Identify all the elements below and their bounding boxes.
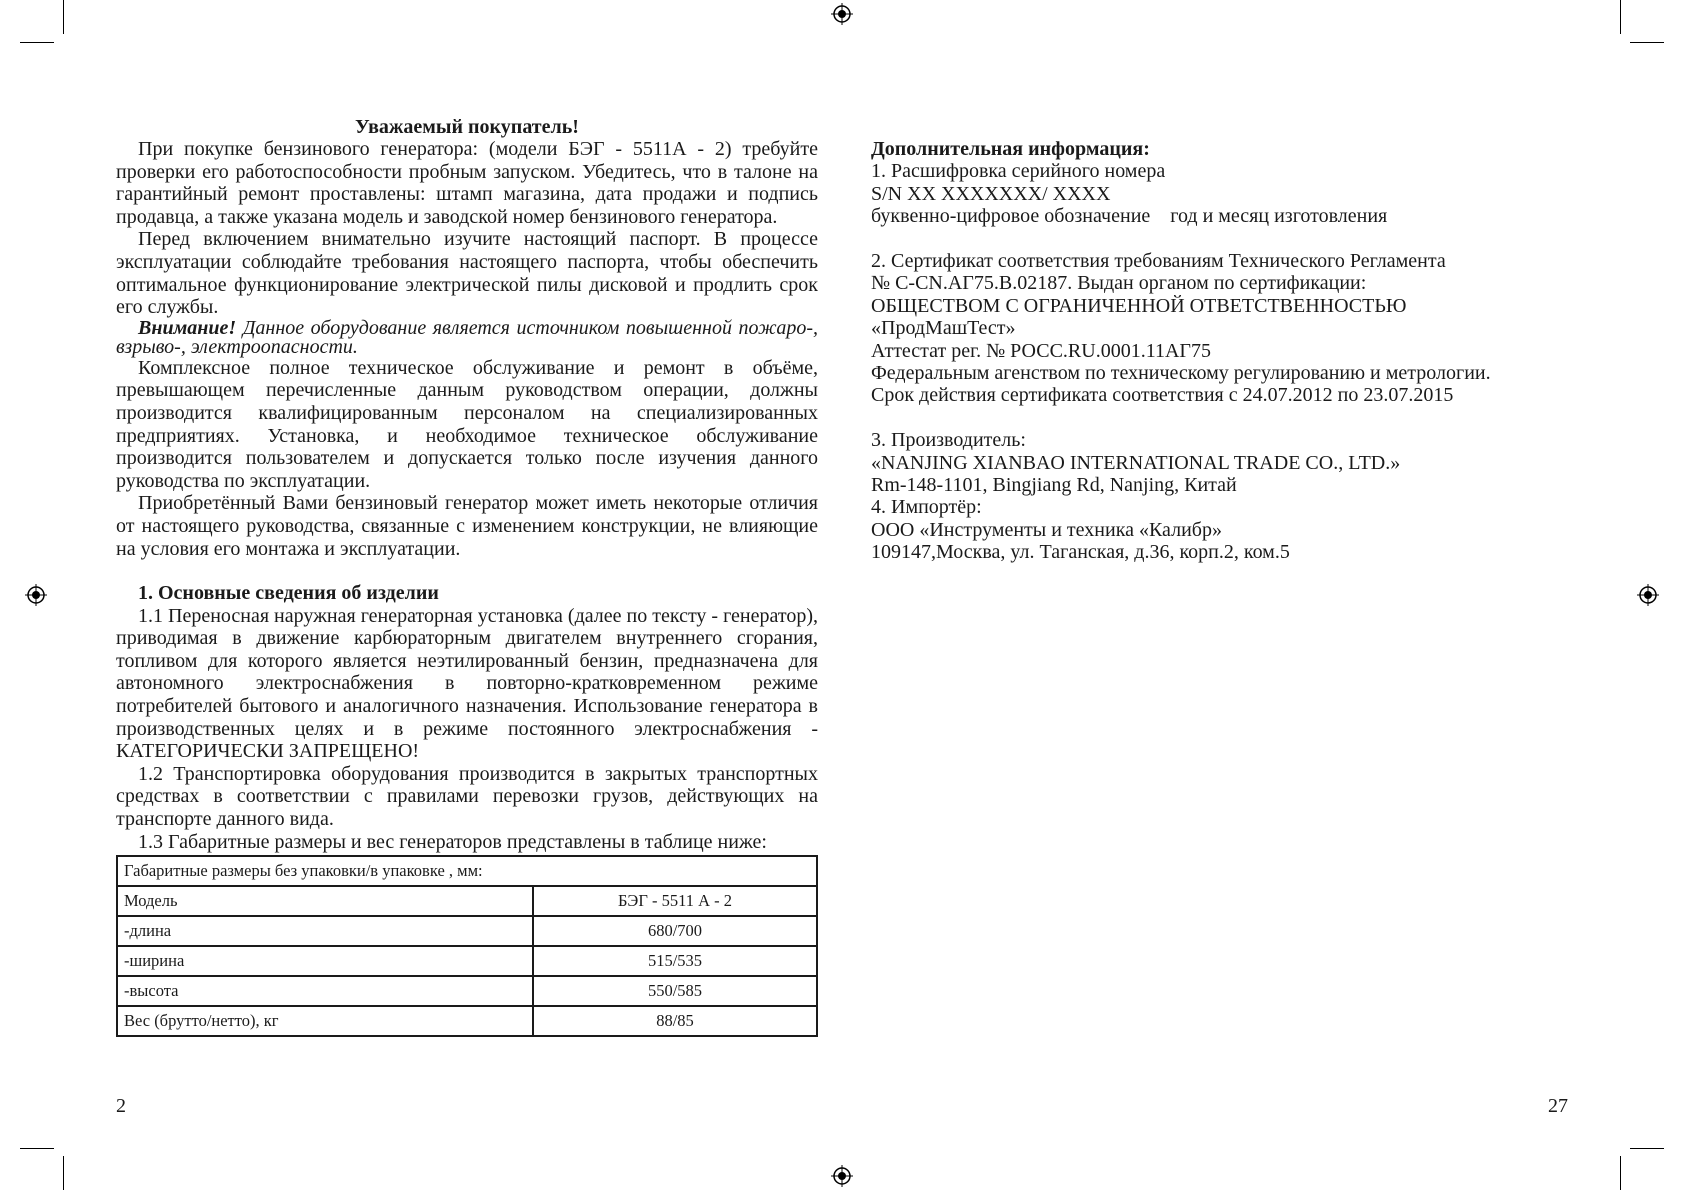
warning-paragraph — [116, 316, 818, 358]
table-row — [117, 886, 817, 916]
crop-mark-top-left-h — [20, 42, 54, 43]
table-caption: Габаритные размеры без упаковки/в упаковке , мм: — [117, 856, 817, 886]
registration-mark-top — [831, 3, 853, 25]
crop-mark-bottom-right — [1620, 1156, 1621, 1190]
info-line: Аттестат рег. № РОСС.RU.0001.11АГ75 — [871, 339, 1211, 362]
table-cell-value: 88/85 — [533, 1006, 817, 1036]
info-line: 3. Производитель: — [871, 429, 1026, 452]
spacer — [871, 407, 1591, 429]
info-line: № C-CN.АГ75.В.02187. Выдан органом по сертификации: — [871, 272, 1367, 295]
crop-mark-top-left — [63, 0, 64, 34]
table-row — [117, 946, 817, 976]
info-line: Федеральным агенством по техническому регулированию и метрологии. — [871, 362, 1491, 385]
right-page — [871, 138, 1591, 564]
crop-mark-top-right — [1620, 0, 1621, 34]
page-number-right: 27 — [1548, 1095, 1568, 1117]
info-line: Срок действия сертификата соответствия с 24.07.2012 по 23.07.2015 — [871, 384, 1454, 407]
table-cell-value: 515/535 — [533, 946, 817, 976]
crop-mark-bottom-right-h — [1630, 1148, 1664, 1149]
page-title: Уважаемый покупатель! — [355, 116, 579, 138]
crop-mark-bottom-left-h — [20, 1148, 54, 1149]
crop-mark-top-right-h — [1630, 42, 1664, 43]
info-line: ОБЩЕСТВОМ С ОГРАНИЧЕННОЙ ОТВЕТСТВЕННОСТЬЮ — [871, 294, 1407, 317]
info-line: буквенно-цифровое обозначение год и месяц изготовления — [871, 205, 1388, 228]
info-line: 1. Расшифровка серийного номера — [871, 160, 1166, 183]
table-row — [117, 976, 817, 1006]
registration-mark-left — [25, 584, 47, 606]
table-cell-value: 680/700 — [533, 916, 817, 946]
warning-label: Внимание! — [138, 316, 237, 339]
intro-paragraph: При покупке бензинового генератора: (модели БЭГ - 5511А - 2) требуйте проверки его работоспособности пробным запуском. Убедитесь, что в талоне на гарантийный ремонт проставлены: штамп магазина, дата продажи и подпись продавца, а также указана модель и заводской номер бензинового генератора. — [116, 138, 818, 228]
info-line: 2. Сертификат соответствия требованиям Технического Регламента — [871, 250, 1446, 273]
table-cell-label: -высота — [117, 976, 533, 1006]
warning-text: Данное оборудование является источником повышенной пожаро-, взрыво-, электроопасности. — [116, 316, 818, 358]
table-cell-value: БЭГ - 5511 А - 2 — [533, 886, 817, 916]
info-line: ООО «Инструменты и техника «Калибр» — [871, 518, 1222, 541]
table-cell-label: Вес (брутто/нетто), кг — [117, 1006, 533, 1036]
section-title: 1. Основные сведения об изделии — [138, 582, 439, 605]
table-row — [117, 1006, 817, 1036]
intro-paragraph: Перед включением внимательно изучите настоящий паспорт. В процессе эксплуатации соблюдайте требования настоящего паспорта, чтобы обеспечить оптимальное функционирование электрической пилы дисковой и продлить срок его службы. — [116, 228, 818, 319]
registration-mark-bottom — [831, 1165, 853, 1187]
table-cell-label: -длина — [117, 916, 533, 946]
dimensions-table — [116, 855, 818, 1037]
left-page — [116, 116, 818, 1037]
table-cell-label: Модель — [117, 886, 533, 916]
info-line: S/N XX XXXXXXX/ XXXX — [871, 182, 1111, 205]
section-paragraph: 1.1 Переносная наружная генераторная установка (далее по тексту - генератор), приводимая в движение карбюраторным двигателем внутреннего сгорания, топливом для которого является неэтилированный бензин, предназначена для автономного электроснабжения в повторно-кратковременном режиме потребителей бытового и аналогичного назначения. Использование генератора в производственных целях и в режиме постоянного электроснабжения - КАТЕГОРИЧЕСКИ ЗАПРЕЩЕНО! — [116, 604, 818, 763]
registration-mark-right — [1637, 584, 1659, 606]
body-paragraph: Приобретённый Вами бензиновый генератор может иметь некоторые отличия от настоящего руководства, связанные с изменением конструкции, не влияющие на условия его монтажа и эксплуатации. — [116, 492, 818, 560]
info-line: «ПродМашТест» — [871, 317, 1016, 340]
page-number-left: 2 — [116, 1095, 126, 1117]
table-cell-value: 550/585 — [533, 976, 817, 1006]
table-cell-label: -ширина — [117, 946, 533, 976]
spacer — [871, 228, 1591, 250]
table-caption-row — [117, 856, 817, 886]
body-paragraph: Комплексное полное техническое обслуживание и ремонт в объёме, превышающем перечисленные данным руководством операции, должны производится квалифицированным персоналом на специализированных предприятиях. Установка, и необходимое техническое обслуживание производится пользователем и допускается только после изучения данного руководства по эксплуатации. — [116, 356, 818, 492]
section-paragraph: 1.3 Габаритные размеры и вес генераторов представлены в таблице ниже: — [138, 830, 767, 853]
info-line: 4. Импортёр: — [871, 496, 982, 519]
info-line: «NANJING XIANBAO INTERNATIONAL TRADE CO., LTD.» — [871, 451, 1401, 474]
info-line: Rm-148-1101, Bingjiang Rd, Nanjing, Китай — [871, 474, 1237, 497]
section-paragraph: 1.2 Транспортировка оборудования производится в закрытых транспортных средствах в соответствии с правилами перевозки грузов, действующих на транспорте данного вида. — [116, 762, 818, 831]
info-line: 109147,Москва, ул. Таганская, д.36, корп.2, ком.5 — [871, 541, 1290, 564]
info-heading: Дополнительная информация: — [871, 138, 1150, 160]
crop-mark-bottom-left — [63, 1156, 64, 1190]
table-row — [117, 916, 817, 946]
